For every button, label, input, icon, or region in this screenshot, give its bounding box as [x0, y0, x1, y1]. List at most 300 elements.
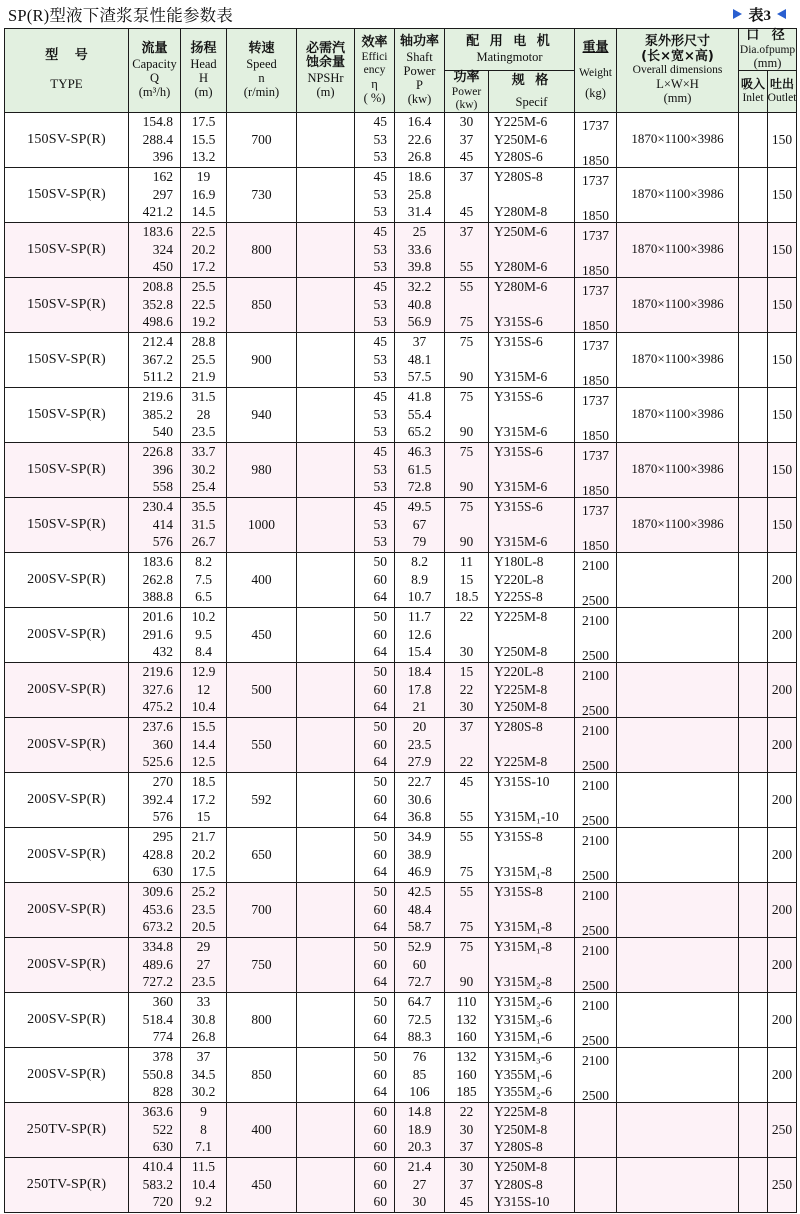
- table-row: [5, 387, 797, 442]
- cell-motor-power: [445, 497, 489, 552]
- cell-shaft-power: [395, 167, 445, 222]
- cell-type: [5, 222, 129, 277]
- cell-weight: [575, 332, 617, 387]
- weight-values: 2100 2500: [582, 1052, 610, 1103]
- cell-inlet: [739, 1102, 768, 1157]
- head-values: 33 30.8 26.8: [191, 994, 216, 1045]
- cell-type: [5, 332, 129, 387]
- cell-inlet: [739, 882, 768, 937]
- type-label: 150SV-SP(R): [27, 406, 106, 422]
- type-label: 200SV-SP(R): [27, 1011, 106, 1027]
- cell-head: [181, 277, 227, 332]
- table-row: [5, 772, 797, 827]
- cell-head: [181, 497, 227, 552]
- cell-motor-specif: [489, 992, 575, 1047]
- overall-dimensions-value: [617, 718, 738, 772]
- efficiency-values: 50 60 64: [373, 554, 387, 605]
- table-row: [5, 827, 797, 882]
- weight-values: 1737 1850: [582, 502, 610, 553]
- cell-capacity: [129, 277, 181, 332]
- cell-inlet: [739, 717, 768, 772]
- weight-values: 2100 2500: [582, 777, 610, 828]
- speed-value: 650: [251, 846, 272, 862]
- motor-specif-values: Y315M₃-6 Y355M₁-6 Y355M₂-6: [494, 1049, 552, 1100]
- cell-shaft-power: [395, 607, 445, 662]
- motor-specif-values: Y225M-8 Y250M-8 Y280S-8: [494, 1104, 548, 1155]
- cell-weight: [575, 277, 617, 332]
- speed-value: 400: [251, 1121, 272, 1137]
- inlet-value: [739, 938, 767, 992]
- speed-value: 450: [251, 1176, 272, 1192]
- cell-speed: [227, 662, 297, 717]
- cell-efficiency: [355, 717, 395, 772]
- cell-npshr: [297, 607, 355, 662]
- shaft-power-values: 34.9 38.9 46.9: [407, 829, 432, 880]
- cell-motor-power: [445, 772, 489, 827]
- cell-weight: [575, 827, 617, 882]
- capacity-values: 309.6 453.6 673.2: [142, 884, 173, 935]
- cell-motor-power: [445, 882, 489, 937]
- shaft-power-values: 20 23.5 27.9: [407, 719, 432, 770]
- cell-motor-specif: [489, 332, 575, 387]
- cell-outlet: [768, 222, 797, 277]
- cell-motor-specif: [489, 277, 575, 332]
- speed-value: 700: [251, 901, 272, 917]
- efficiency-values: 50 60 64: [373, 884, 387, 935]
- shaft-power-values: 25 33.6 39.8: [407, 224, 432, 275]
- shaft-power-values: 32.2 40.8 56.9: [407, 279, 432, 330]
- table-row: [5, 277, 797, 332]
- cell-speed: [227, 387, 297, 442]
- overall-dimensions-value: [617, 1158, 738, 1212]
- outlet-value: 200: [771, 791, 793, 807]
- speed-value: 400: [251, 571, 272, 587]
- cell-capacity: [129, 607, 181, 662]
- shaft-power-values: 46.3 61.5 72.8: [407, 444, 432, 495]
- motor-specif-values: Y315S-6 Y315M-6: [494, 334, 548, 385]
- cell-motor-power: [445, 1102, 489, 1157]
- shaft-power-values: 41.8 55.4 65.2: [407, 389, 432, 440]
- capacity-values: 183.6 262.8 388.8: [142, 554, 173, 605]
- overall-dimensions-value: [617, 663, 738, 717]
- type-label: 150SV-SP(R): [27, 351, 106, 367]
- overall-dimensions-value: [617, 938, 738, 992]
- inlet-value: [739, 718, 767, 772]
- overall-dimensions-value: [617, 1103, 738, 1157]
- outlet-value: 250: [771, 1121, 793, 1137]
- motor-power-values: 15 22 30: [459, 664, 474, 715]
- npshr-value: [297, 278, 354, 332]
- cell-head: [181, 387, 227, 442]
- shaft-power-values: 8.2 8.9 10.7: [407, 554, 432, 605]
- motor-power-values: 55 75: [459, 829, 474, 880]
- npshr-value: [297, 113, 354, 167]
- shaft-power-values: 76 85 106: [409, 1049, 430, 1100]
- cell-overall-dimensions: [617, 717, 739, 772]
- cell-overall-dimensions: [617, 112, 739, 167]
- cell-motor-specif: [489, 552, 575, 607]
- cell-type: [5, 442, 129, 497]
- title-bar: [4, 0, 796, 28]
- cell-capacity: [129, 937, 181, 992]
- inlet-value: [739, 608, 767, 662]
- cell-npshr: [297, 882, 355, 937]
- cell-motor-power: [445, 607, 489, 662]
- cell-shaft-power: [395, 332, 445, 387]
- capacity-values: 360 518.4 774: [142, 994, 173, 1045]
- efficiency-values: 45 53 53: [373, 114, 387, 165]
- motor-power-values: 37 45: [459, 169, 474, 220]
- speed-value: 940: [251, 406, 272, 422]
- weight-values: 2100 2500: [582, 667, 610, 718]
- capacity-values: 378 550.8 828: [142, 1049, 173, 1100]
- inlet-value: [739, 333, 767, 387]
- cell-shaft-power: [395, 717, 445, 772]
- cell-npshr: [297, 992, 355, 1047]
- capacity-values: 410.4 583.2 720: [142, 1159, 173, 1210]
- cell-motor-power: [445, 1157, 489, 1212]
- inlet-value: [739, 1048, 767, 1102]
- npshr-value: [297, 773, 354, 827]
- cell-type: [5, 607, 129, 662]
- cell-weight: [575, 167, 617, 222]
- outlet-value: 150: [771, 241, 793, 257]
- cell-outlet: [768, 552, 797, 607]
- shaft-power-values: 18.4 17.8 21: [407, 664, 432, 715]
- weight-values: 2100 2500: [582, 722, 610, 773]
- cell-capacity: [129, 442, 181, 497]
- table-row: [5, 717, 797, 772]
- cell-inlet: [739, 992, 768, 1047]
- inlet-value: [739, 278, 767, 332]
- efficiency-values: 50 60 64: [373, 1049, 387, 1100]
- efficiency-values: 50 60 64: [373, 664, 387, 715]
- overall-dimensions-value: [617, 993, 738, 1047]
- cell-efficiency: [355, 1157, 395, 1212]
- cell-shaft-power: [395, 442, 445, 497]
- efficiency-values: 45 53 53: [373, 499, 387, 550]
- cell-overall-dimensions: [617, 662, 739, 717]
- cell-efficiency: [355, 992, 395, 1047]
- cell-inlet: [739, 222, 768, 277]
- cell-motor-specif: [489, 112, 575, 167]
- inlet-value: [739, 1158, 767, 1212]
- overall-dimensions-value: 1870×1100×3986: [631, 351, 724, 367]
- cell-efficiency: [355, 332, 395, 387]
- cell-outlet: [768, 112, 797, 167]
- type-label: 150SV-SP(R): [27, 131, 106, 147]
- efficiency-values: 45 53 53: [373, 389, 387, 440]
- cell-speed: [227, 332, 297, 387]
- cell-speed: [227, 442, 297, 497]
- cell-speed: [227, 882, 297, 937]
- cell-outlet: [768, 1102, 797, 1157]
- outlet-value: 150: [771, 516, 793, 532]
- motor-specif-values: Y180L-8 Y220L-8 Y225S-8: [494, 554, 544, 605]
- weight-values: 2100 2500: [582, 887, 610, 938]
- cell-head: [181, 772, 227, 827]
- cell-inlet: [739, 552, 768, 607]
- capacity-values: 154.8 288.4 396: [142, 114, 173, 165]
- col-header-type: 型 号 TYPE: [5, 29, 129, 113]
- cell-outlet: [768, 1157, 797, 1212]
- cell-motor-specif: [489, 497, 575, 552]
- cell-outlet: [768, 497, 797, 552]
- outlet-value: 250: [771, 1176, 793, 1192]
- cell-efficiency: [355, 222, 395, 277]
- cell-weight: [575, 1157, 617, 1212]
- cell-overall-dimensions: [617, 1157, 739, 1212]
- cell-npshr: [297, 332, 355, 387]
- cell-motor-specif: [489, 442, 575, 497]
- cell-motor-specif: [489, 387, 575, 442]
- cell-motor-specif: [489, 882, 575, 937]
- cell-outlet: [768, 1047, 797, 1102]
- cell-type: [5, 1157, 129, 1212]
- motor-power-values: 75 90: [459, 389, 474, 440]
- table-row: [5, 662, 797, 717]
- table-row: [5, 497, 797, 552]
- capacity-values: 226.8 396 558: [142, 444, 173, 495]
- speed-value: 550: [251, 736, 272, 752]
- cell-inlet: [739, 112, 768, 167]
- triangle-left-icon: [777, 9, 786, 19]
- table-row: [5, 1102, 797, 1157]
- motor-power-values: 55 75: [459, 279, 474, 330]
- motor-specif-values: Y315S-6 Y315M-6: [494, 444, 548, 495]
- cell-speed: [227, 552, 297, 607]
- weight-values: 1737 1850: [582, 117, 610, 168]
- cell-outlet: [768, 937, 797, 992]
- cell-type: [5, 882, 129, 937]
- table-number-text: 表3: [748, 7, 771, 24]
- efficiency-values: 60 60 60: [373, 1159, 387, 1210]
- cell-motor-specif: [489, 937, 575, 992]
- cell-efficiency: [355, 442, 395, 497]
- head-values: 11.5 10.4 9.2: [191, 1159, 216, 1210]
- cell-shaft-power: [395, 827, 445, 882]
- motor-specif-values: Y280S-8 Y225M-8: [494, 719, 548, 770]
- cell-speed: [227, 1157, 297, 1212]
- type-label: 150SV-SP(R): [27, 461, 106, 477]
- cell-type: [5, 167, 129, 222]
- motor-power-values: 37 55: [459, 224, 474, 275]
- cell-weight: [575, 112, 617, 167]
- col-header-motor-power: 功率 Power (kw): [445, 71, 489, 112]
- cell-efficiency: [355, 387, 395, 442]
- cell-head: [181, 167, 227, 222]
- cell-weight: [575, 882, 617, 937]
- cell-shaft-power: [395, 772, 445, 827]
- weight-values: [575, 1107, 616, 1153]
- cell-overall-dimensions: [617, 1102, 739, 1157]
- cell-type: [5, 827, 129, 882]
- cell-motor-specif: [489, 662, 575, 717]
- inlet-value: [739, 443, 767, 497]
- inlet-value: [739, 828, 767, 882]
- motor-specif-values: Y220L-8 Y225M-8 Y250M-8: [494, 664, 548, 715]
- cell-inlet: [739, 442, 768, 497]
- cell-type: [5, 992, 129, 1047]
- cell-head: [181, 662, 227, 717]
- cell-speed: [227, 717, 297, 772]
- outlet-value: 150: [771, 461, 793, 477]
- capacity-values: 208.8 352.8 498.6: [142, 279, 173, 330]
- weight-values: 1737 1850: [582, 227, 610, 278]
- motor-specif-values: Y250M-6 Y280M-6: [494, 224, 548, 275]
- cell-head: [181, 1047, 227, 1102]
- capacity-values: 237.6 360 525.6: [142, 719, 173, 770]
- capacity-values: 295 428.8 630: [142, 829, 173, 880]
- motor-power-values: 22 30: [459, 609, 474, 660]
- cell-efficiency: [355, 497, 395, 552]
- cell-capacity: [129, 1157, 181, 1212]
- cell-shaft-power: [395, 277, 445, 332]
- table-row: [5, 167, 797, 222]
- cell-head: [181, 1157, 227, 1212]
- type-label: 150SV-SP(R): [27, 516, 106, 532]
- cell-weight: [575, 497, 617, 552]
- cell-npshr: [297, 277, 355, 332]
- motor-specif-values: Y315S-8 Y315M₁-8: [494, 829, 552, 880]
- overall-dimensions-value: [617, 773, 738, 827]
- cell-head: [181, 552, 227, 607]
- head-values: 10.2 9.5 8.4: [191, 609, 216, 660]
- cell-efficiency: [355, 662, 395, 717]
- npshr-value: [297, 168, 354, 222]
- cell-head: [181, 1102, 227, 1157]
- cell-motor-power: [445, 937, 489, 992]
- cell-shaft-power: [395, 662, 445, 717]
- type-label: 200SV-SP(R): [27, 681, 106, 697]
- cell-overall-dimensions: [617, 332, 739, 387]
- cell-type: [5, 497, 129, 552]
- weight-values: 2100 2500: [582, 997, 610, 1048]
- outlet-value: 200: [771, 901, 793, 917]
- table-row: [5, 332, 797, 387]
- motor-power-values: 110 132 160: [456, 994, 477, 1045]
- cell-efficiency: [355, 827, 395, 882]
- efficiency-values: 45 53 53: [373, 444, 387, 495]
- cell-shaft-power: [395, 992, 445, 1047]
- cell-shaft-power: [395, 882, 445, 937]
- weight-values: [575, 1162, 616, 1208]
- inlet-value: [739, 388, 767, 442]
- cell-overall-dimensions: [617, 937, 739, 992]
- type-label: 250TV-SP(R): [26, 1176, 107, 1192]
- cell-speed: [227, 827, 297, 882]
- cell-type: [5, 717, 129, 772]
- cell-efficiency: [355, 772, 395, 827]
- cell-inlet: [739, 167, 768, 222]
- cell-capacity: [129, 222, 181, 277]
- cell-capacity: [129, 332, 181, 387]
- cell-motor-power: [445, 277, 489, 332]
- cell-capacity: [129, 112, 181, 167]
- cell-speed: [227, 1102, 297, 1157]
- cell-weight: [575, 662, 617, 717]
- npshr-value: [297, 883, 354, 937]
- efficiency-values: 50 60 64: [373, 939, 387, 990]
- table-body: [5, 112, 797, 1212]
- cell-overall-dimensions: [617, 167, 739, 222]
- overall-dimensions-value: 1870×1100×3986: [631, 516, 724, 532]
- capacity-values: 212.4 367.2 511.2: [142, 334, 173, 385]
- cell-speed: [227, 607, 297, 662]
- outlet-value: 200: [771, 626, 793, 642]
- cell-weight: [575, 1102, 617, 1157]
- cell-efficiency: [355, 607, 395, 662]
- speed-value: 730: [251, 186, 272, 202]
- cell-npshr: [297, 112, 355, 167]
- cell-npshr: [297, 442, 355, 497]
- cell-weight: [575, 772, 617, 827]
- inlet-value: [739, 113, 767, 167]
- cell-npshr: [297, 1047, 355, 1102]
- cell-speed: [227, 992, 297, 1047]
- table-row: [5, 1047, 797, 1102]
- outlet-value: 200: [771, 736, 793, 752]
- motor-power-values: 45 55: [459, 774, 474, 825]
- cell-weight: [575, 717, 617, 772]
- efficiency-values: 45 53 53: [373, 169, 387, 220]
- capacity-values: 183.6 324 450: [142, 224, 173, 275]
- cell-capacity: [129, 387, 181, 442]
- cell-capacity: [129, 1047, 181, 1102]
- cell-inlet: [739, 662, 768, 717]
- cell-overall-dimensions: [617, 992, 739, 1047]
- motor-specif-values: Y280M-6 Y315S-6: [494, 279, 548, 330]
- cell-outlet: [768, 882, 797, 937]
- speed-value: 450: [251, 626, 272, 642]
- overall-dimensions-value: [617, 553, 738, 607]
- cell-motor-specif: [489, 607, 575, 662]
- cell-npshr: [297, 387, 355, 442]
- table-header: [5, 29, 797, 113]
- speed-value: 900: [251, 351, 272, 367]
- cell-motor-power: [445, 332, 489, 387]
- npshr-value: [297, 1103, 354, 1157]
- cell-head: [181, 332, 227, 387]
- speed-value: 850: [251, 1066, 272, 1082]
- cell-overall-dimensions: [617, 497, 739, 552]
- inlet-value: [739, 883, 767, 937]
- cell-motor-power: [445, 442, 489, 497]
- cell-efficiency: [355, 937, 395, 992]
- cell-capacity: [129, 882, 181, 937]
- motor-power-values: 22 30 37: [459, 1104, 474, 1155]
- type-label: 200SV-SP(R): [27, 736, 106, 752]
- col-header-weight: 重量 Weight (kg): [575, 29, 617, 113]
- cell-inlet: [739, 332, 768, 387]
- type-label: 250TV-SP(R): [26, 1121, 107, 1137]
- type-label: 150SV-SP(R): [27, 296, 106, 312]
- motor-specif-values: Y225M-8 Y250M-8: [494, 609, 548, 660]
- shaft-power-values: 37 48.1 57.5: [407, 334, 432, 385]
- type-label: 200SV-SP(R): [27, 571, 106, 587]
- capacity-values: 162 297 421.2: [142, 169, 173, 220]
- motor-specif-values: Y315S-6 Y315M-6: [494, 499, 548, 550]
- efficiency-values: 50 60 64: [373, 994, 387, 1045]
- inlet-value: [739, 168, 767, 222]
- col-header-efficiency: 效率 Effici ency η ( %): [355, 29, 395, 113]
- cell-outlet: [768, 167, 797, 222]
- col-header-npshr: 必需汽 蚀余量 NPSHr (m): [297, 29, 355, 113]
- cell-overall-dimensions: [617, 607, 739, 662]
- cell-shaft-power: [395, 1047, 445, 1102]
- cell-shaft-power: [395, 222, 445, 277]
- npshr-value: [297, 828, 354, 882]
